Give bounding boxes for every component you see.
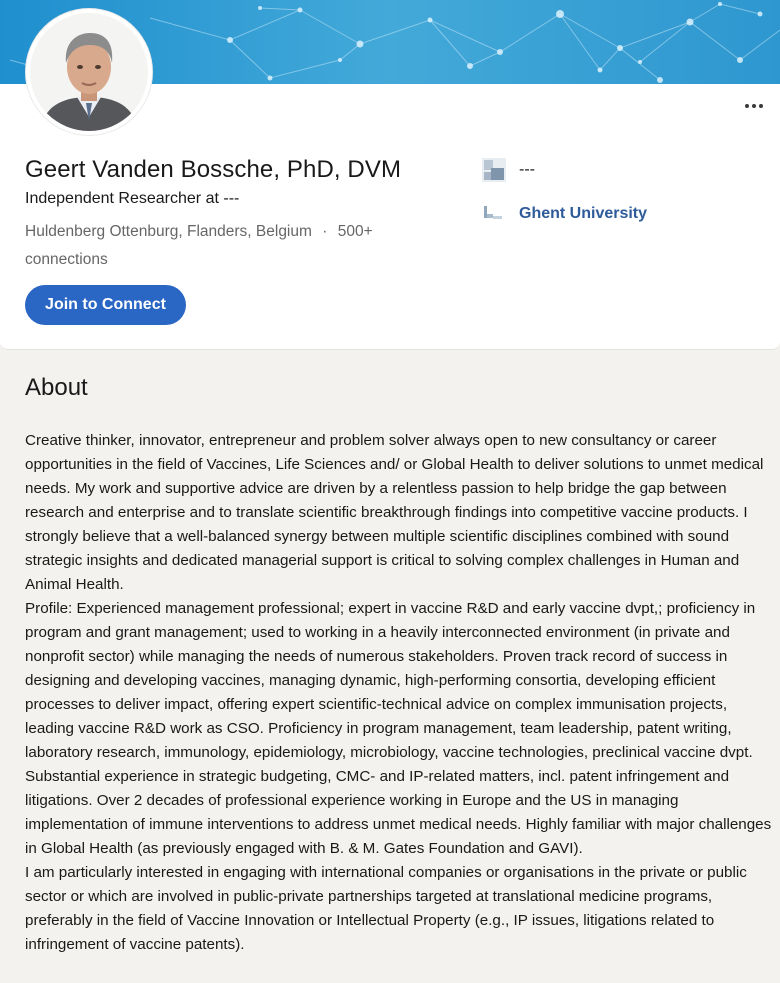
separator-dot: · (322, 223, 328, 240)
current-company-item[interactable] (482, 158, 535, 182)
profile-location-line (25, 218, 385, 274)
dot (759, 104, 763, 108)
about-heading: About (25, 374, 88, 401)
about-paragraph: Creative thinker, innovator, entrepreneur and problem solver always open to new consultancy or career opportunities in the field of Vaccines, Life Sciences and/ or Global Health to deliver solutions to unmet medical needs. My work and supportive advice are driven by a relentless passion to help bridge the gap between research and enterprise and to translate scientific breakthrough findings into competitive vaccine products. I strongly believe that a well-balanced synergy between multiple scientific disciplines combined with sound strategic insights and dedicated managerial support is critical to solving complex challenges in Human and Animal Health. (25, 432, 764, 593)
profile-headline: Independent Researcher at --- (25, 190, 240, 207)
dot (752, 104, 756, 108)
profile-name: Geert Vanden Bossche, PhD, DVM (25, 156, 402, 183)
profile-avatar (26, 9, 152, 135)
about-paragraph: Profile: Experienced management professional; expert in vaccine R&D and early vaccine dvpt,; proficiency in program and grant management; used to working in a heavily interconnected environment (in private and nonprofit sector) while managing the needs of numerous stakeholders. Proven track record of success in designing and developing vaccines, managing dynamic, high-performing consortia, developing efficient processes to deliver impact, offering expert scientific-technical advice on complex immunisation projects, leading vaccine R&D work as CSO. Proficiency in program management, team leadership, patent writing, laboratory research, immunology, epidemiology, microbiology, vaccine technologies, preclinical vaccine dvpt. Substantial experience in strategic budgeting, CMC- and IP-related matters, incl. patent infringement and litigations. Over 2 decades of professional experience working in Europe and the US in managing implementation of immune interventions to address unmet medical needs. Highly familiar with major challenges in Global Health (as previously engaged with B. & M. Gates Foundation and GAVI). (25, 600, 772, 857)
dot (745, 104, 749, 108)
more-options-icon[interactable] (742, 96, 766, 116)
education-item[interactable] (482, 202, 647, 226)
company-logo-icon (482, 158, 506, 182)
about-paragraph: I am particularly interested in engaging with international companies or organisations in the private or public sector or which are involved in public-private partnerships targeted at translational medicine programs, preferably in the field of Vaccine Innovation or Intellectual Property (e.g., IP issues, litigations related to infringement of vaccine patents). (25, 864, 747, 953)
about-section (25, 429, 773, 957)
profile-connections: 500+ connections (25, 223, 373, 268)
profile-location: Huldenberg Ottenburg, Flanders, Belgium (25, 223, 312, 240)
profile-card (0, 0, 780, 350)
current-company: --- (519, 161, 535, 178)
join-to-connect-button[interactable]: Join to Connect (25, 285, 186, 325)
school-logo-icon (482, 202, 506, 226)
education-school: Ghent University (519, 205, 648, 222)
